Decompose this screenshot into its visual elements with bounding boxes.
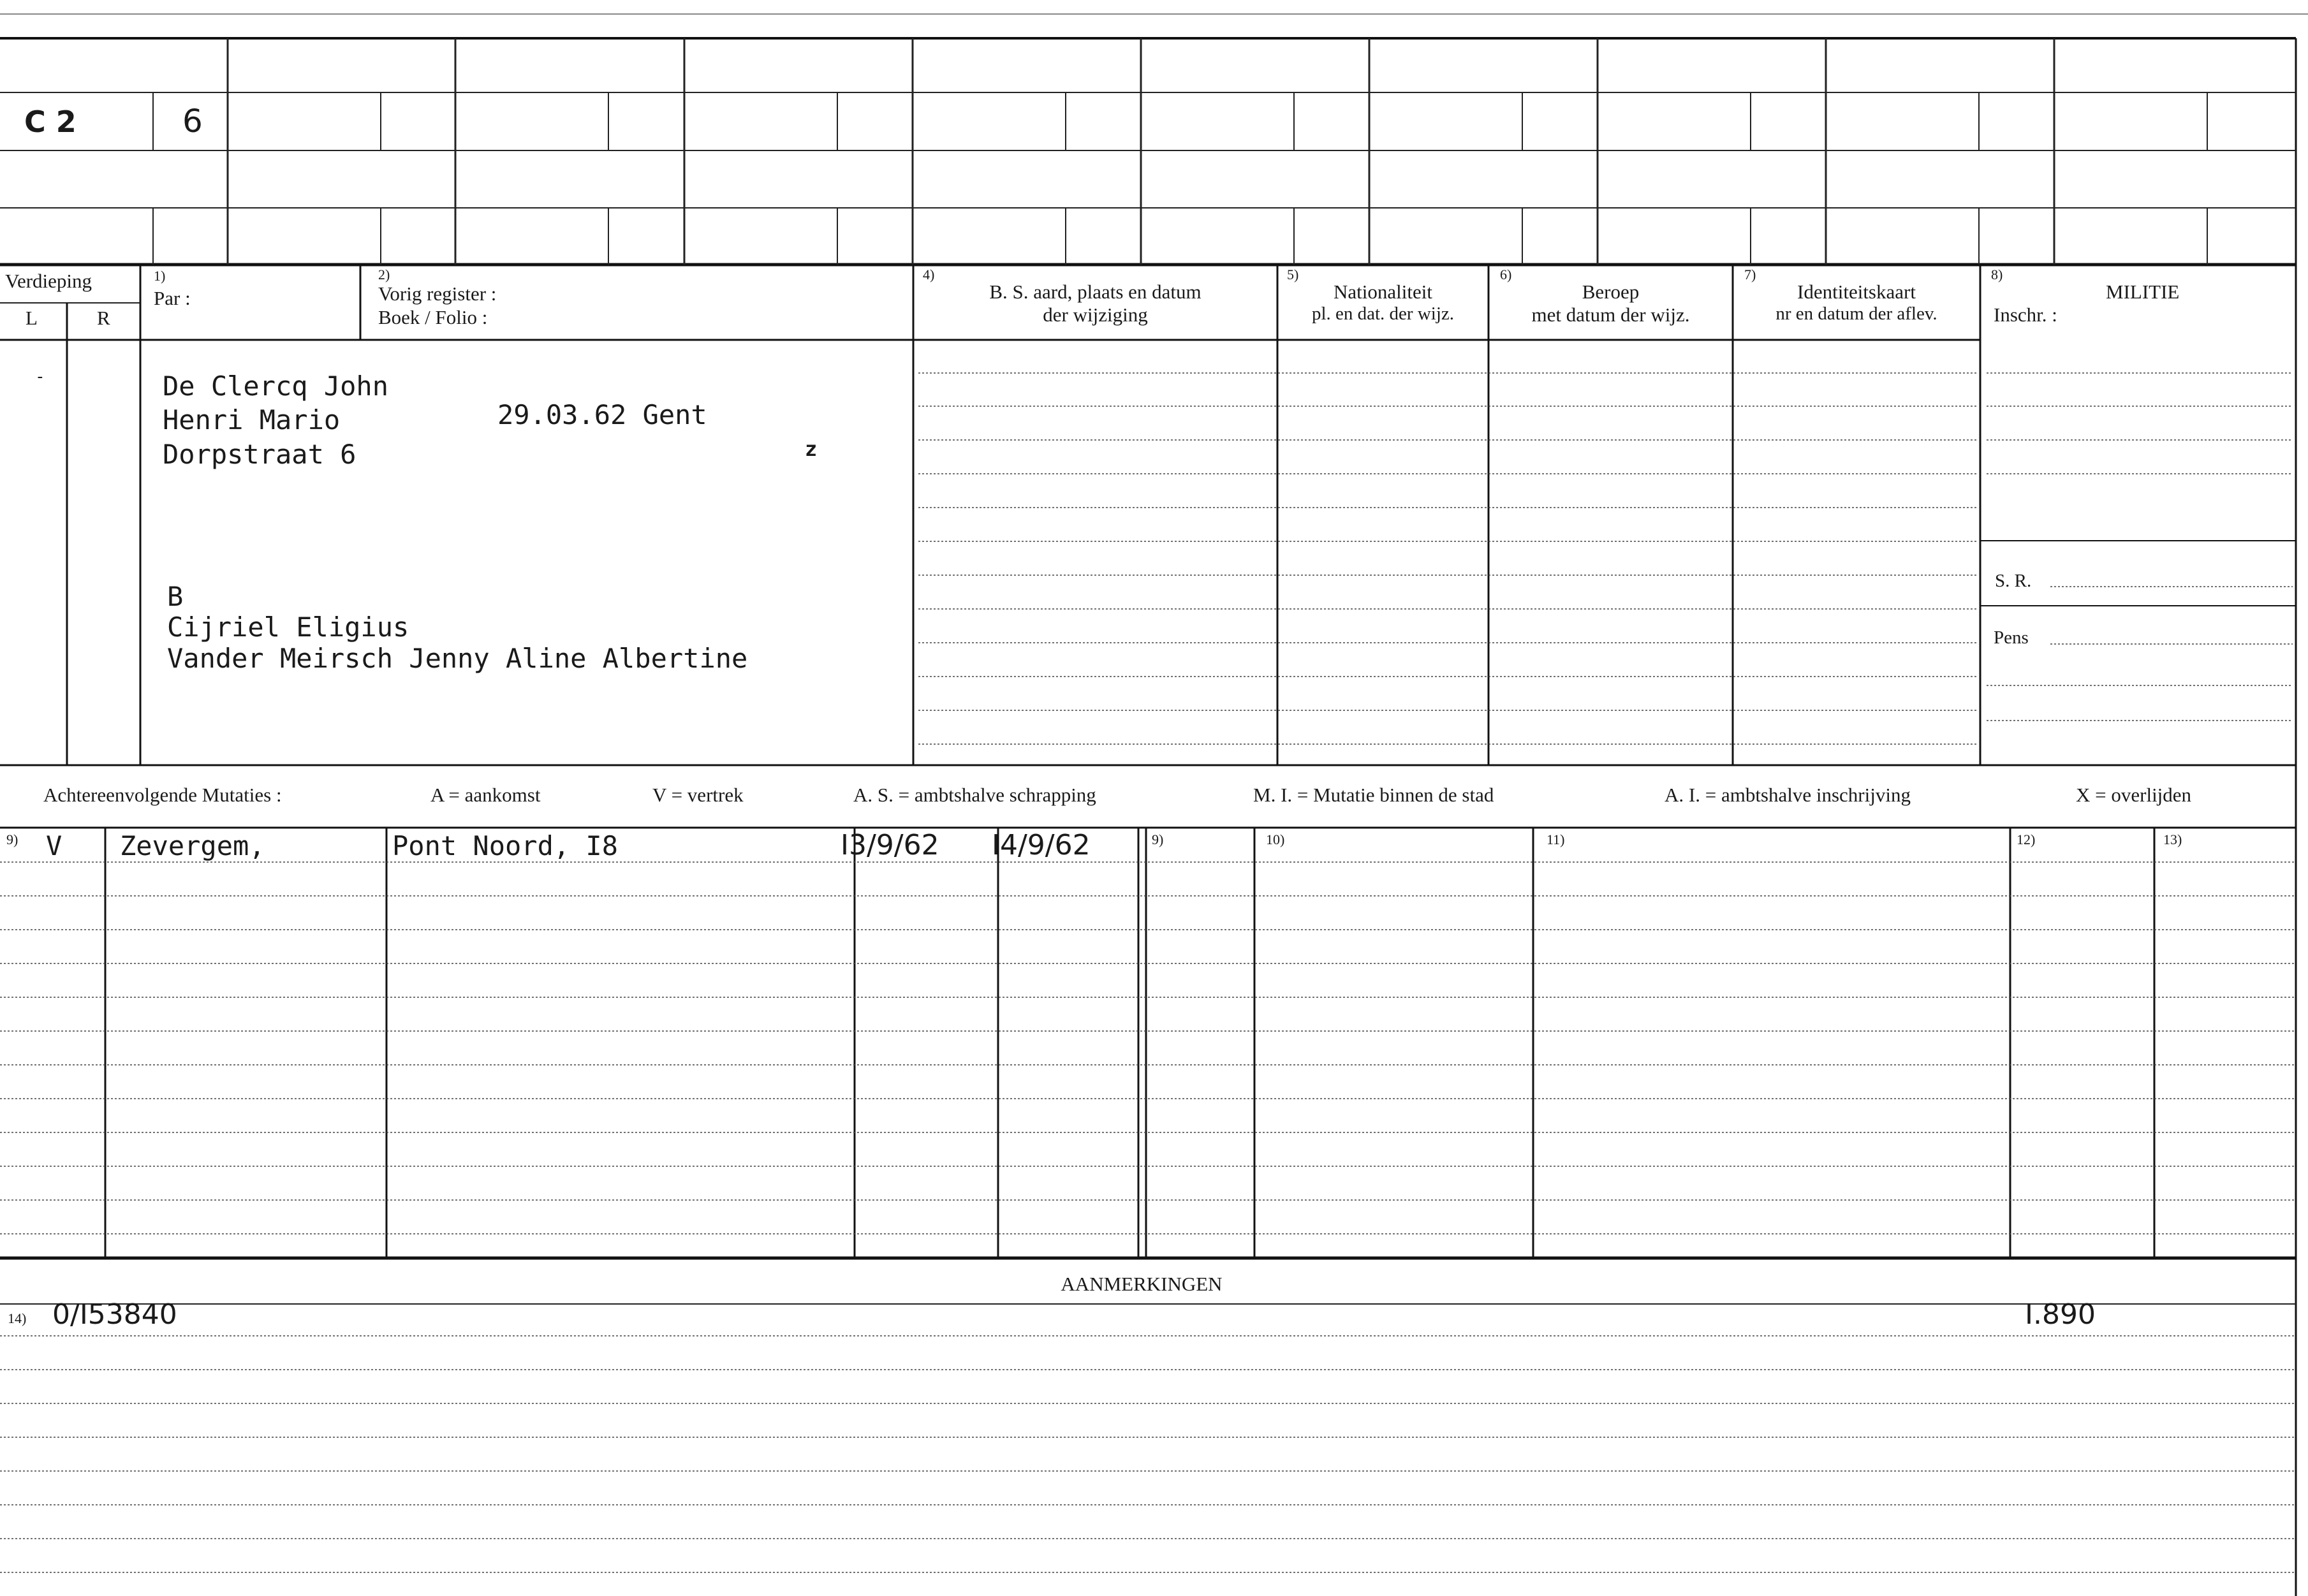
id-header-line2: nr en datum der aflev. bbox=[1775, 304, 1937, 324]
legend-overlijden: X = overlijden bbox=[2076, 784, 2192, 806]
bs-number: 4) bbox=[923, 267, 935, 282]
father-name: Cijriel Eligius bbox=[167, 611, 409, 643]
vorig-register-label: Vorig register : bbox=[378, 282, 497, 305]
mut-col-11: 11) bbox=[1547, 831, 1565, 847]
legend-inschrijving: A. I. = ambtshalve inschrijving bbox=[1665, 784, 1911, 806]
person-address: Dorpstraat 6 bbox=[163, 439, 356, 470]
mut-col-10: 10) bbox=[1266, 831, 1285, 847]
nat-header-line1: Nationaliteit bbox=[1334, 281, 1432, 303]
mutation-date-2: I4/9/62 bbox=[992, 829, 1091, 861]
mut-col-9: 9) bbox=[1152, 831, 1164, 847]
ber-header-line1: Beroep bbox=[1582, 281, 1640, 303]
legend-title: Achtereenvolgende Mutaties : bbox=[43, 784, 282, 806]
remarks-title: AANMERKINGEN bbox=[1061, 1273, 1223, 1295]
par-number: 1) bbox=[154, 268, 166, 284]
par-label: Par : bbox=[154, 287, 191, 309]
person-birth: 29.03.62 Gent bbox=[497, 399, 707, 430]
legend-vertrek: V = vertrek bbox=[652, 784, 744, 806]
person-name-line2: Henri Mario bbox=[163, 404, 341, 436]
mutation-place: Zevergem, bbox=[120, 830, 265, 861]
mutation-type: V bbox=[46, 830, 62, 861]
mutation-street: Pont Noord, I8 bbox=[392, 830, 619, 861]
legend-aankomst: A = aankomst bbox=[430, 784, 541, 806]
mut-col-9-left: 9) bbox=[6, 831, 18, 847]
floor-right-label: R bbox=[97, 307, 110, 329]
card-number: 6 bbox=[182, 103, 203, 140]
id-number: 7) bbox=[1744, 267, 1756, 282]
bs-header-line1: B. S. aard, plaats en datum bbox=[989, 281, 1202, 303]
mut-col-13: 13) bbox=[2163, 831, 2182, 847]
militie-label: MILITIE bbox=[2106, 281, 2180, 303]
mother-name: Vander Meirsch Jenny Aline Albertine bbox=[167, 643, 748, 674]
card-code: C 2 bbox=[24, 105, 77, 139]
legend-mutatie: M. I. = Mutatie binnen de stad bbox=[1253, 784, 1494, 806]
nat-number: 5) bbox=[1287, 267, 1299, 282]
inschr-label: Inschr. : bbox=[1994, 304, 2057, 326]
mut-col-12: 12) bbox=[2017, 831, 2036, 847]
mutation-date-1: I3/9/62 bbox=[841, 829, 939, 861]
verdieping-label: Verdieping bbox=[5, 270, 92, 292]
ber-number: 6) bbox=[1500, 267, 1512, 282]
mil-number: 8) bbox=[1991, 267, 2003, 282]
boek-folio-label: Boek / Folio : bbox=[378, 306, 488, 328]
id-header-line1: Identiteitskaart bbox=[1797, 281, 1916, 303]
vorig-number: 2) bbox=[378, 267, 390, 282]
bs-header-line2: der wijziging bbox=[1043, 304, 1148, 326]
sr-label: S. R. bbox=[1995, 571, 2032, 591]
remarks-code: I.890 bbox=[2025, 1298, 2096, 1331]
ber-header-line2: met datum der wijz. bbox=[1531, 304, 1690, 326]
legend-schrapping: A. S. = ambtshalve schrapping bbox=[853, 784, 1096, 806]
nat-header-line2: pl. en dat. der wijz. bbox=[1311, 304, 1455, 324]
floor-mark: - bbox=[35, 367, 45, 386]
person-name-line1: De Clercq John bbox=[163, 370, 389, 402]
status-mark: z bbox=[805, 437, 818, 461]
pens-label: Pens bbox=[1994, 627, 2029, 648]
remarks-number: 14) bbox=[8, 1310, 27, 1326]
floor-left-label: L bbox=[26, 307, 38, 329]
mark-b: B bbox=[167, 581, 184, 612]
remarks-reference: 0/I53840 bbox=[52, 1298, 177, 1331]
